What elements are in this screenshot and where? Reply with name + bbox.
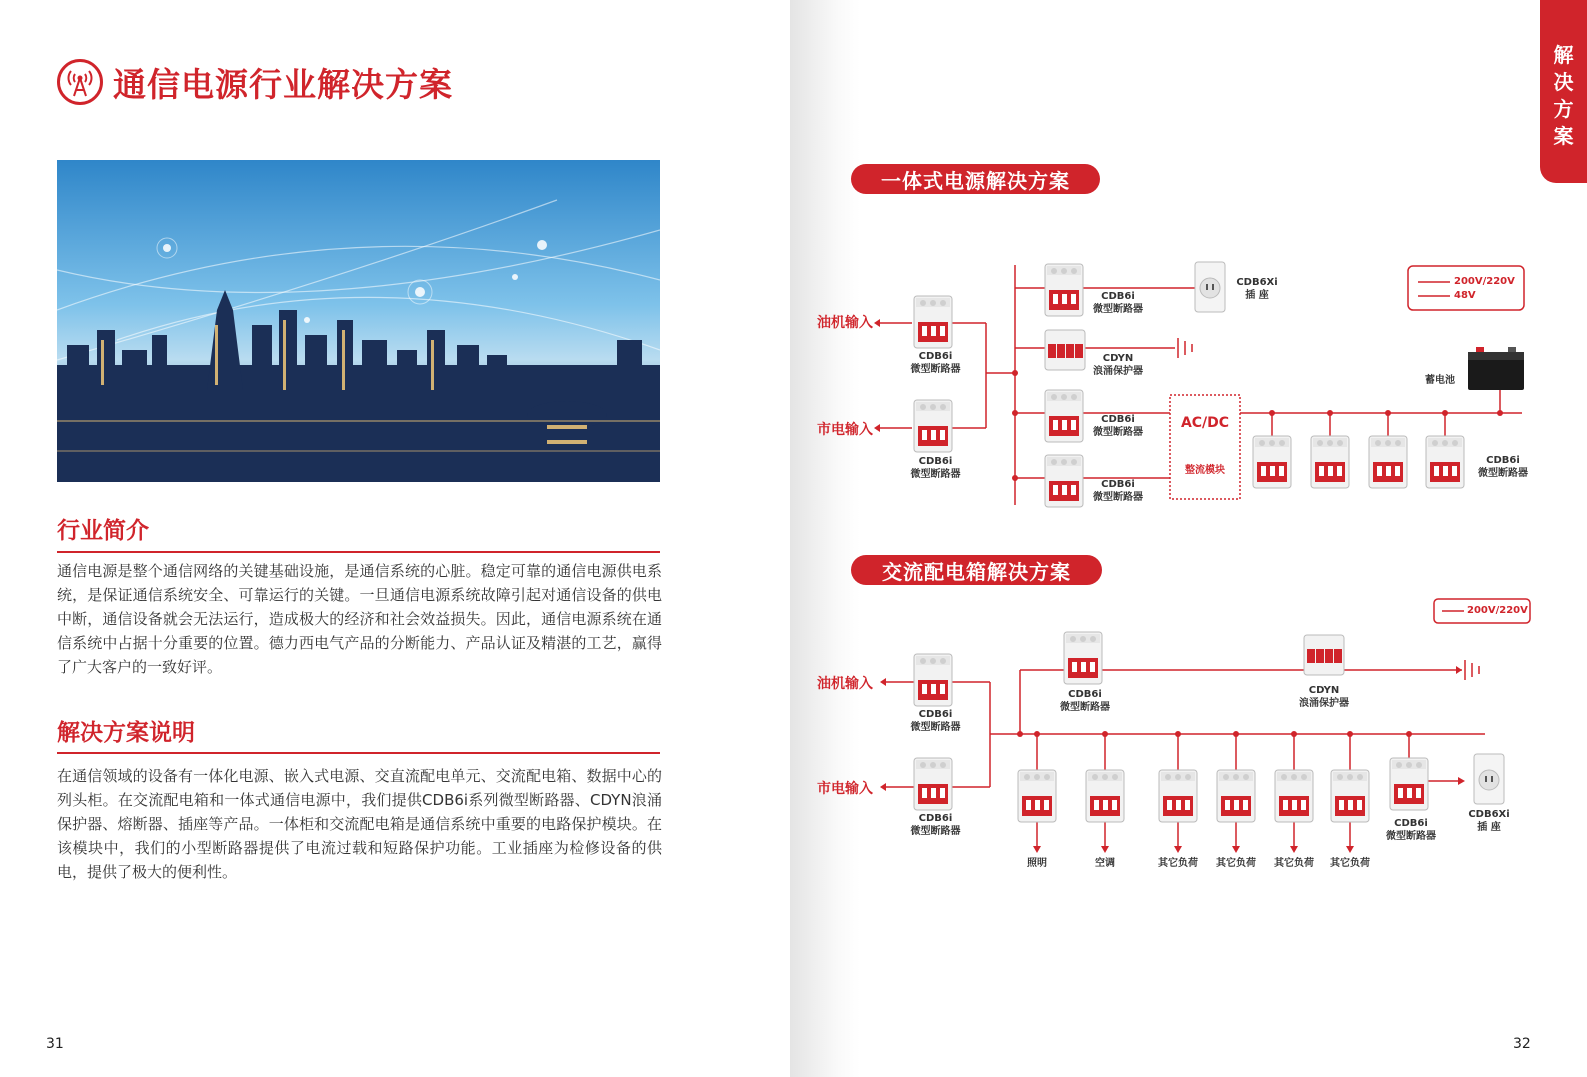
side-tab-char: 解 <box>1553 43 1574 67</box>
type-text: 微型断路器 <box>910 469 961 480</box>
diagram2-title: 交流配电箱解决方案 <box>851 555 1102 585</box>
load-label: 照明 <box>1027 858 1047 869</box>
side-tab-char: 决 <box>1553 70 1574 94</box>
model-text: CDB6Xi <box>1468 809 1510 820</box>
city-input-label: 市电输入 <box>817 422 873 438</box>
type-text: 微型断路器 <box>910 826 961 837</box>
model-text: CDB6i <box>1101 479 1135 490</box>
page-number-left: 31 <box>46 1036 64 1052</box>
legend-voltage-ac: 200V/220V <box>1467 605 1528 616</box>
type-text: 微型断路器 <box>1060 702 1110 713</box>
type-text: 浪涌保护器 <box>1093 366 1143 377</box>
oil-input-label: 油机输入 <box>817 315 873 331</box>
model-text: CDB6i <box>1486 455 1520 466</box>
page-number-right: 32 <box>1513 1036 1531 1052</box>
model-text: CDB6i <box>1394 818 1428 829</box>
model-text: CDB6Xi <box>1236 277 1278 288</box>
type-text: 微型断路器 <box>1093 304 1143 315</box>
type-text: 插 座 <box>1245 290 1269 301</box>
model-text: CDYN <box>1102 353 1134 364</box>
type-text: 浪涌保护器 <box>1299 698 1349 709</box>
type-text: 微型断路器 <box>1386 831 1436 842</box>
acdc-label: AC/DC <box>1180 415 1230 431</box>
side-tab-char: 方 <box>1553 97 1574 121</box>
type-text: 微型断路器 <box>1478 468 1528 479</box>
diagram1-title: 一体式电源解决方案 <box>851 164 1100 194</box>
type-text: 插 座 <box>1477 822 1501 833</box>
load-label: 其它负荷 <box>1216 858 1256 869</box>
battery-label: 蓄电池 <box>1425 375 1455 386</box>
load-label: 其它负荷 <box>1330 858 1370 869</box>
model-text: CDYN <box>1308 685 1340 696</box>
solution-desc-paragraph: 在通信领域的设备有一体化电源、嵌入式电源、交直流配电单元、交流配电箱、数据中心的列头柜。在交流配电箱和一体式通信电源中，我们提供CDB6i系列微型断路器、CDYN浪涌保护器、熔断器、插座等产品。一体柜和交流配电箱是通信系统中重要的电路保护模块。在该模块中，我们的小型断路器提供了电流过载和短路保护功能。工业插座为检修设备的供电，提供了极大的便利性。 <box>57 767 662 881</box>
oil-input-label: 油机输入 <box>817 676 873 692</box>
rectifier-label: 整流模块 <box>1185 465 1225 476</box>
model-text: CDB6i <box>1101 414 1135 425</box>
load-label: 空调 <box>1095 858 1115 869</box>
model-text: CDB6i <box>1068 689 1102 700</box>
page-title: 通信电源行业解决方案 <box>113 64 453 104</box>
load-label: 其它负荷 <box>1158 858 1198 869</box>
type-text: 微型断路器 <box>910 722 961 733</box>
model-text: CDB6i <box>918 456 953 467</box>
section-title-industry-intro: 行业简介 <box>57 518 149 544</box>
model-text: CDB6i <box>1101 291 1135 302</box>
type-text: 微型断路器 <box>1093 427 1143 438</box>
side-tab-char: 案 <box>1553 124 1574 148</box>
model-text: CDB6i <box>918 709 953 720</box>
load-label: 其它负荷 <box>1274 858 1314 869</box>
model-text: CDB6i <box>918 351 953 362</box>
city-input-label: 市电输入 <box>817 781 873 797</box>
legend-voltage-ac: 200V/220V <box>1454 276 1515 287</box>
type-text: 微型断路器 <box>910 364 961 375</box>
legend-voltage-dc: 48V <box>1454 290 1476 301</box>
type-text: 微型断路器 <box>1093 492 1143 503</box>
model-text: CDB6i <box>918 813 953 824</box>
industry-intro-paragraph: 通信电源是整个通信网络的关键基础设施，是通信系统的心脏。稳定可靠的通信电源供电系统，是保证通信系统安全、可靠运行的关键。一旦通信电源系统故障引起对通信设备的供电中断，通信设备就会无法运行，造成极大的经济和社会效益损失。因此，通信电源系统在通信系统中占据十分重要的位置。德力西电气产品的分断能力、产品认证及精湛的工艺，赢得了广大客户的一致好评。 <box>57 562 662 676</box>
section-title-solution-desc: 解决方案说明 <box>57 720 195 746</box>
